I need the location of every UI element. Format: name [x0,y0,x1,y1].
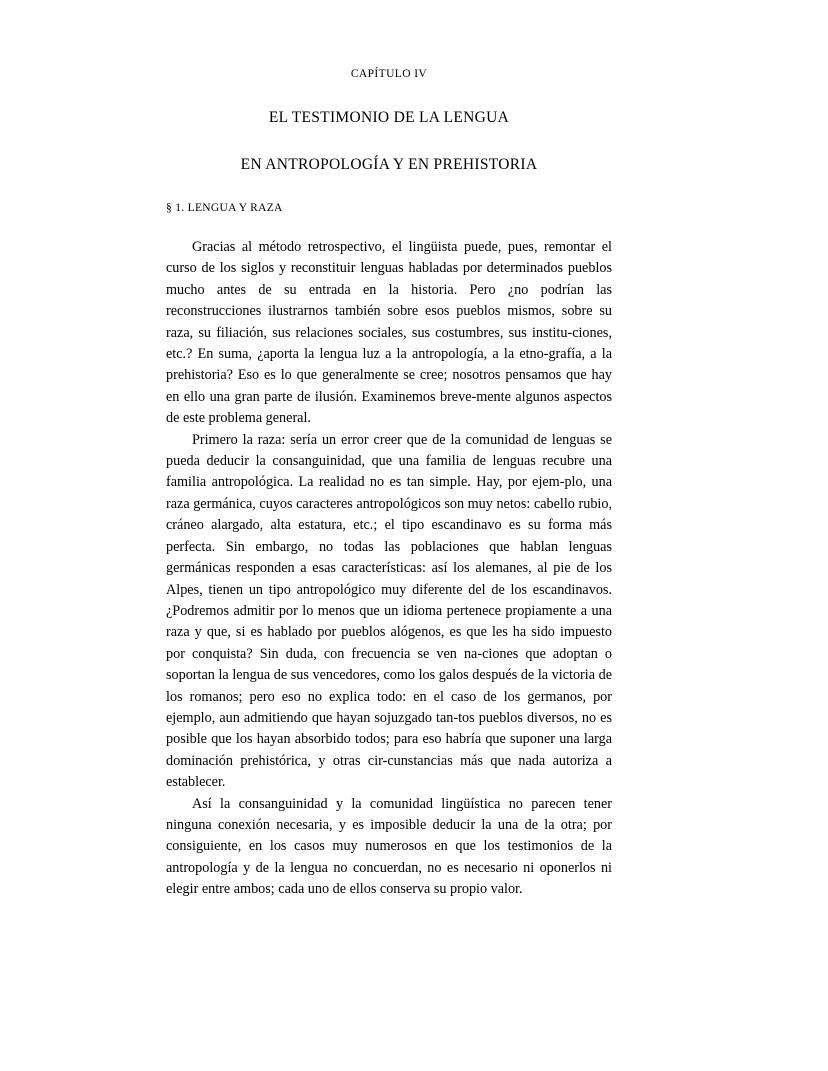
page-content [166,68,612,901]
body-paragraph: Primero la raza: sería un error creer que de la comunidad de lenguas se pueda deducir la consanguinidad, que una familia de lenguas recubre una familia antropológica. La realidad no es tan simple. Hay, por ejem-plo, una raza germánica, cuyos caracteres antropológicos son muy netos: cabello rubio, cráneo alargado, alta estatura, etc.; el tipo escandinavo es su forma más perfecta. Sin embargo, no todas las poblaciones que hablan lenguas germánicas responden a esas características: así los alemanes, al pie de los Alpes, tienen un tipo antropológico muy diferente del de los escandinavos. ¿Podremos admitir por lo menos que un idioma pertenece propiamente a una raza y que, si es hablado por pueblos alógenos, es que les ha sido impuesto por conquista? Sin duda, con frecuencia se ven na-ciones que adoptan o soportan la lengua de sus vencedores, como los galos después de la victoria de los romanos; pero eso no explica todo: en el caso de los germanos, por ejemplo, aun admitiendo que hayan sojuzgado tan-tos pueblos diversos, no es posible que los hayan absorbido todos; para eso habría que suponer una larga dominación prehistórica, y otras cir-cunstancias más que nada autoriza a establecer. [166,431,612,791]
section-heading: § 1. LENGUA Y RAZA [166,202,283,214]
body-paragraph: Gracias al método retrospectivo, el lingüista puede, pues, remontar el curso de los siglos y reconstituir lenguas habladas por determinados pueblos mucho antes de su entrada en la historia. Pero ¿no podrían las reconstrucciones ilustrarnos también sobre esos pueblos mismos, sobre su raza, su filiación, sus relaciones sociales, sus costumbres, sus institu-ciones, etc.? En suma, ¿aporta la lengua luz a la antropología, a la etno-grafía, a la prehistoria? Eso es lo que generalmente se cree; nosotros pensamos que hay en ello una gran parte de ilusión. Examinemos breve-mente algunos aspectos de este problema general. [166,239,612,427]
page-title-line-1: EL TESTIMONIO DE LA LENGUA [268,109,510,126]
chapter-label: CAPÍTULO IV [350,68,428,80]
body-paragraph: Así la consanguinidad y la comunidad lingüística no parecen tener ninguna conexión necesaria, y es imposible deducir la una de la otra; por consiguiente, en los casos muy numerosos en que los testimonios de la antropología y de la lengua no concuerdan, no es necesario ni oponerlos ni elegir entre ambos; cada uno de ellos conserva su propio valor. [166,795,612,898]
page-title-line-2: EN ANTROPOLOGÍA Y EN PREHISTORIA [240,156,538,173]
